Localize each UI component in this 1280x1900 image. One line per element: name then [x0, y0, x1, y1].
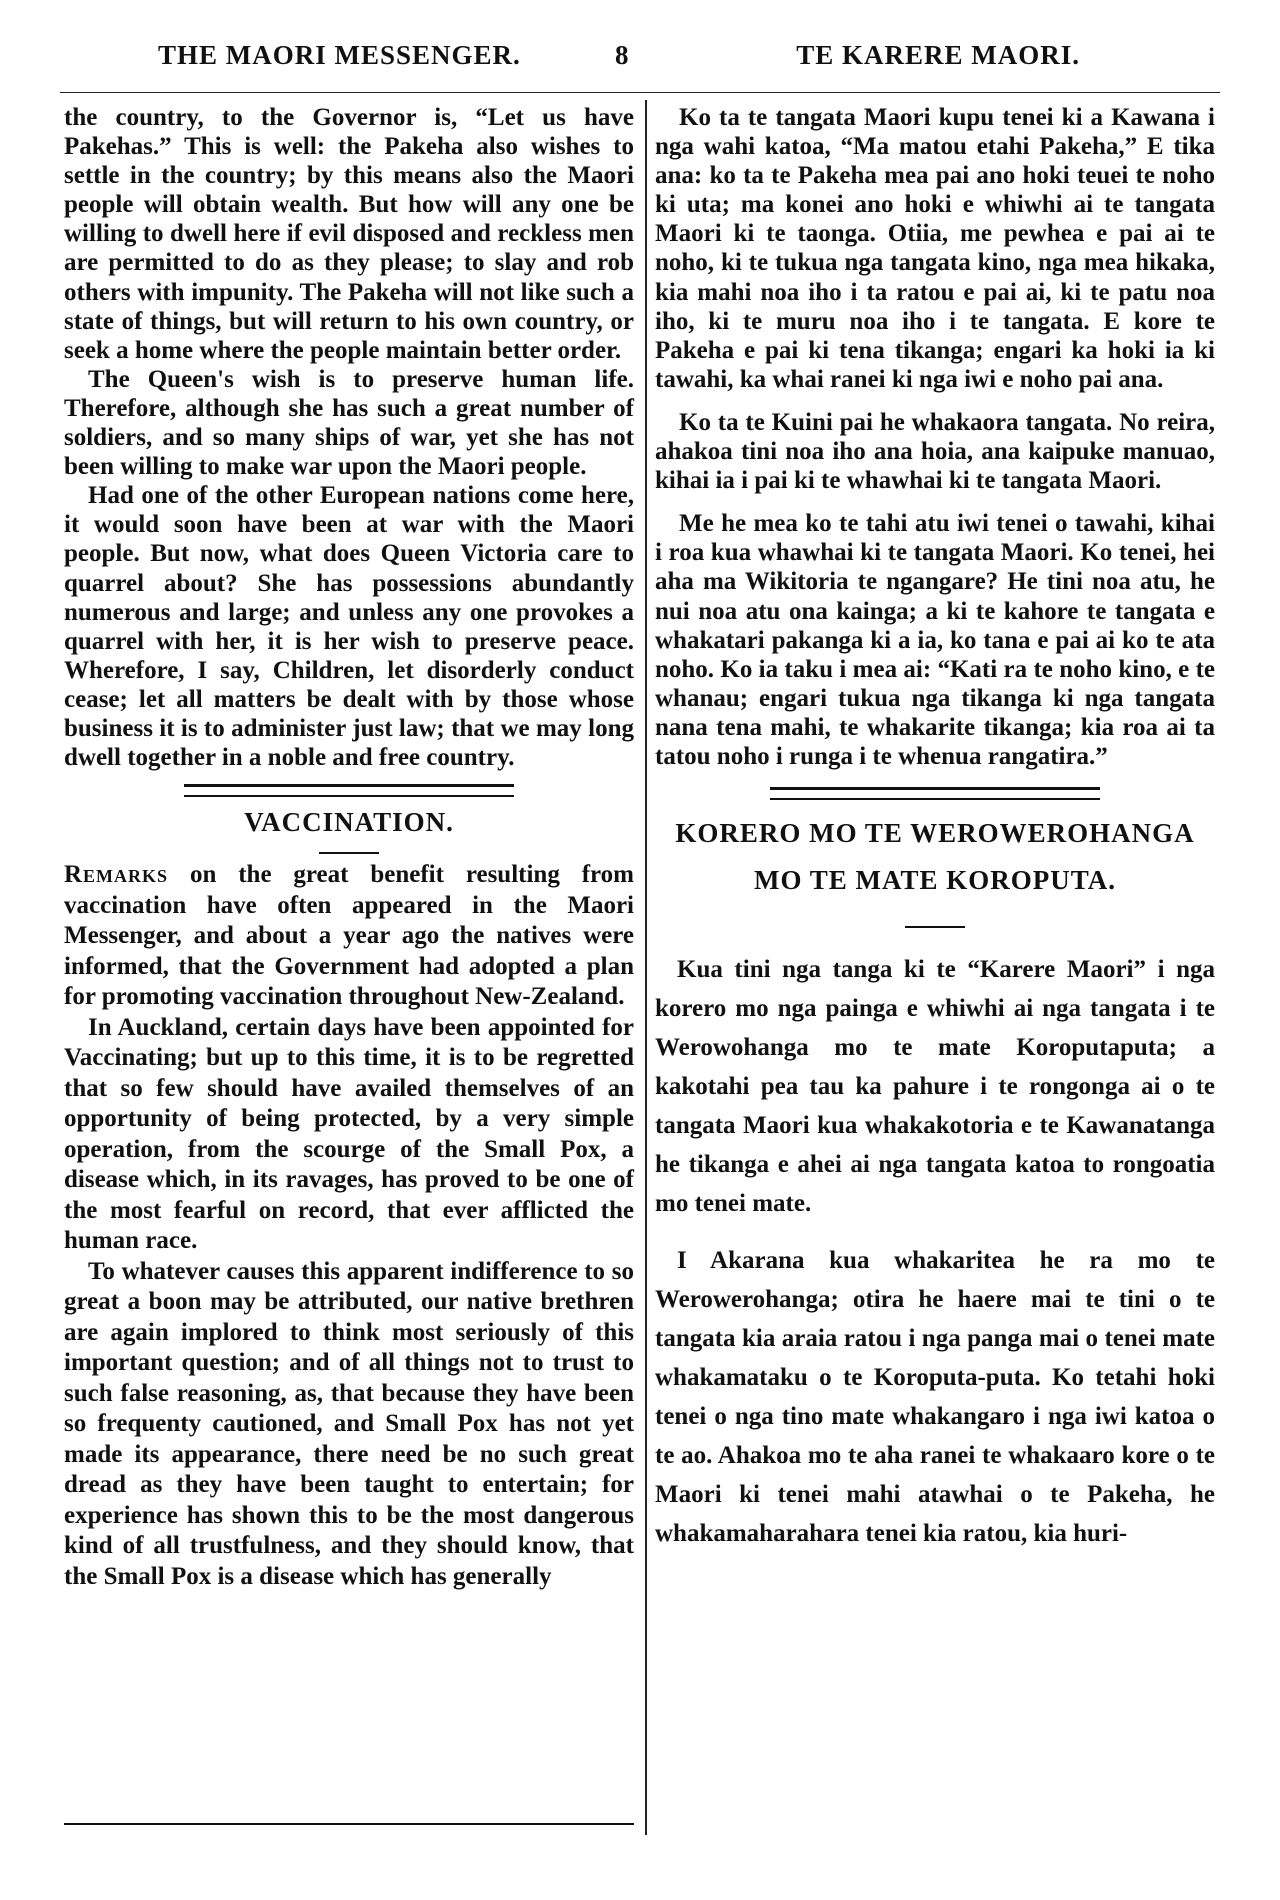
werowero-heading-line1: KORERO MO TE WEROWEROHANGA: [675, 818, 1195, 849]
lead-rest: on the great benefit resulting from vaccination have often appeared in the Maori Messenger, and about a year ago the natives were informed, that the Government had adopted a plan for promoting vaccination throughout New-Zealand.: [64, 861, 634, 1011]
article-paragraph: Ko ta te tangata Maori kupu tenei ki a Kawana i nga wahi katoa, “Ma matou etahi Pakeha,” E tika ana: ko ta te Pakeha mea pai ano hoki teuei te noho ki uta; ma konei ano hoki e whiwhi ai te tangata Maori ki te taonga. Otiia, me pewhea e pai ai te noho, ki te tukua nga tangata kino, nga mea hikaka, kia mahi noa iho i ta ratou e pai ai, ki te patu noa iho, ki te muru noa iho i te tangata. E kore te Pakeha e pai ki tena tikanga; engari ka hoki ia ki tawahi, ka whai ranei ki nga iwi e noho pai ana.: [655, 104, 1215, 393]
vaccination-paragraph: To whatever causes this apparent indifference to so great a boon may be attributed, our native brethren are again implored to think most seriously of this important question; and of all things not to trust to such false reasoning, as, that because they have been so frequenty cautioned, and Small Pox has not yet made its appearance, there need be no such great dread as they have been taught to entertain; for experience has shown this to be the most dangerous kind of all trustfulness, and they should know, that the Small Pox is a disease which has generally: [64, 1257, 634, 1590]
vaccination-article: [64, 860, 634, 1592]
section-double-rule: [184, 784, 514, 797]
article-paragraph: the country, to the Governor is, “Let us have Pakehas.” This is well: the Pakeha also wishes to settle in the country; by this means also the Maori people will obtain wealth. But how will any one be willing to dwell here if evil disposed and reckless men are permitted to do as they please; to slay and rob others with impunity. The Pakeha will not like such a state of things, but will return to his own country, or seek a home where the people maintain better order.: [64, 104, 634, 364]
werowero-heading-line2: MO TE MATE KOROPUTA.: [753, 865, 1116, 896]
english-masthead-title: THE MAORI MESSENGER.: [158, 40, 521, 70]
running-head: [50, 40, 1230, 90]
vaccination-paragraph: In Auckland, certain days have been appointed for Vaccinating; but up to this time, it is to be regretted that so few should have availed themselves of an opportunity of being protected, by a very simple operation, from the scourge of the Small Pox, a disease which, in its ravages, has proved to be one of the most fearful on record, that ever afflicted the human race.: [64, 1013, 634, 1255]
article-paragraph: The Queen's wish is to preserve human life. Therefore, although she has such a great number of soldiers, and so many ships of war, yet she has not been willing to make war upon the Maori people.: [64, 365, 634, 481]
header-rule: [60, 92, 1220, 93]
english-article-continued: [64, 103, 634, 772]
section-double-rule: [770, 787, 1100, 800]
vaccination-heading: VACCINATION.: [244, 807, 454, 838]
maori-column: [655, 103, 1215, 1553]
bottom-rule: [64, 1823, 634, 1825]
maori-article-continued: [655, 103, 1215, 771]
vaccination-paragraph: [64, 860, 634, 1013]
werowero-article: [655, 950, 1215, 1553]
article-paragraph: Ko ta te Kuini pai he whakaora tangata. No reira, ahakoa tini noa iho ana hoia, ana kaipuke manuao, kihai ia i pai ki te whawhai ki te tangata Maori.: [655, 408, 1215, 495]
werowero-paragraph: Kua tini nga tanga ki te “Karere Maori” i nga korero mo nga painga e whiwhi ai nga tangata i te Werowohanga mo te mate Koroputaputa; a kakotahi pea tau ka pahure i te rongonga ai o te tangata Maori kua whakakotoria e te Kawanatanga he tikanga e ahei ai nga tangata katoa to rongoatia mo tenei mate.: [655, 956, 1215, 1218]
column-divider: [645, 100, 647, 1835]
page-number: 8: [615, 40, 630, 70]
article-paragraph: Had one of the other European nations come here, it would soon have been at war with the Maori people. But now, what does Queen Victoria care to quarrel about? She has possessions abundantly numerous and large; and unless any one provokes a quarrel with her, it is her wish to preserve peace. Wherefore, I say, Children, let disorderly conduct cease; let all matters be dealt with by those whose business it is to administer just law; that we may long dwell together in a noble and free country.: [64, 482, 634, 772]
maori-masthead-title: TE KARERE MAORI.: [796, 40, 1080, 70]
english-column: [64, 103, 634, 1592]
werowero-paragraph: I Akarana kua whakaritea he ra mo te Werowerohanga; otira he haere mai te tini o te tangata kia araia ratou i nga panga mai o tenei mate whakamataku o te Koroputa-puta. Ko tetahi hoki tenei o nga tino mate whakangaro i nga iwi katoa o te ao. Ahakoa mo te aha ranei te whakaaro kore o te Maori ki tenei mahi atawhai o te Pakeha, he whakamaharahara tenei kia ratou, kia huri-: [655, 1247, 1215, 1548]
lead-word: Remarks: [64, 861, 169, 889]
article-paragraph: Me he mea ko te tahi atu iwi tenei o tawahi, kihai i roa kua whawhai ki te tangata Maori. Ko tenei, hei aha ma Wikitoria te ngangare? He tini noa atu, he nui noa atu ona kainga; a ki te kahore te tangata e whakatari pakanga ki a ia, ko tana e pai ai ko te ata noho. Ko ia taku i mea ai: “Kati ra te noho kino, e te whanau; engari tukua nga tikanga ki nga tangata nana tena mahi, te whakarite tikanga; kia roa ai ta tatou noho i runga i te whenua rangatira.”: [655, 510, 1215, 770]
